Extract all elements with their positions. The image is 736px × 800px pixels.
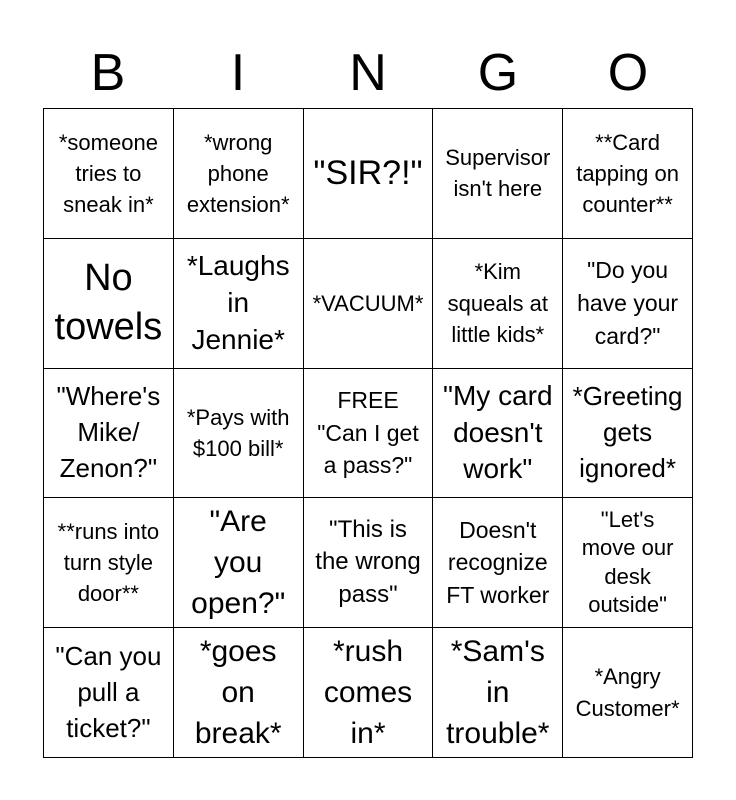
bingo-cell[interactable]: *goes on break* — [174, 628, 304, 758]
bingo-cell[interactable]: "My card doesn't work" — [433, 369, 563, 499]
bingo-cell[interactable]: *Sam's in trouble* — [433, 628, 563, 758]
bingo-cell[interactable]: "Where's Mike/ Zenon?" — [44, 369, 174, 499]
bingo-cell[interactable]: *wrong phone extension* — [174, 109, 304, 239]
bingo-cell[interactable]: *VACUUM* — [304, 239, 434, 369]
bingo-cell[interactable]: *Kim squeals at little kids* — [433, 239, 563, 369]
bingo-cell[interactable]: *Pays with $100 bill* — [174, 369, 304, 499]
bingo-cell[interactable]: No towels — [44, 239, 174, 369]
header-letter-b: B — [90, 44, 126, 102]
header-letter-o: O — [607, 44, 649, 102]
bingo-cell[interactable]: Supervisor isn't here — [433, 109, 563, 239]
bingo-cell[interactable]: *Laughs in Jennie* — [174, 239, 304, 369]
bingo-header — [43, 38, 693, 108]
bingo-cell[interactable]: "Do you have your card?" — [563, 239, 693, 369]
bingo-cell[interactable]: "Let's move our desk outside" — [563, 498, 693, 628]
bingo-cell[interactable]: "SIR?!" — [304, 109, 434, 239]
header-letter-n: N — [349, 44, 387, 102]
bingo-cell[interactable]: *rush comes in* — [304, 628, 434, 758]
free-space-cell[interactable]: FREE "Can I get a pass?" — [304, 369, 434, 499]
bingo-cell[interactable]: Doesn't recognize FT worker — [433, 498, 563, 628]
bingo-cell[interactable]: **runs into turn style door** — [44, 498, 174, 628]
bingo-board — [43, 108, 693, 758]
header-letter-g: G — [477, 44, 519, 102]
bingo-cell[interactable]: "Are you open?" — [174, 498, 304, 628]
header-letter-i: I — [230, 44, 246, 102]
bingo-cell[interactable]: *someone tries to sneak in* — [44, 109, 174, 239]
bingo-cell[interactable]: *Greeting gets ignored* — [563, 369, 693, 499]
bingo-cell[interactable]: "This is the wrong pass" — [304, 498, 434, 628]
bingo-cell[interactable]: **Card tapping on counter** — [563, 109, 693, 239]
bingo-cell[interactable]: *Angry Customer* — [563, 628, 693, 758]
bingo-cell[interactable]: "Can you pull a ticket?" — [44, 628, 174, 758]
